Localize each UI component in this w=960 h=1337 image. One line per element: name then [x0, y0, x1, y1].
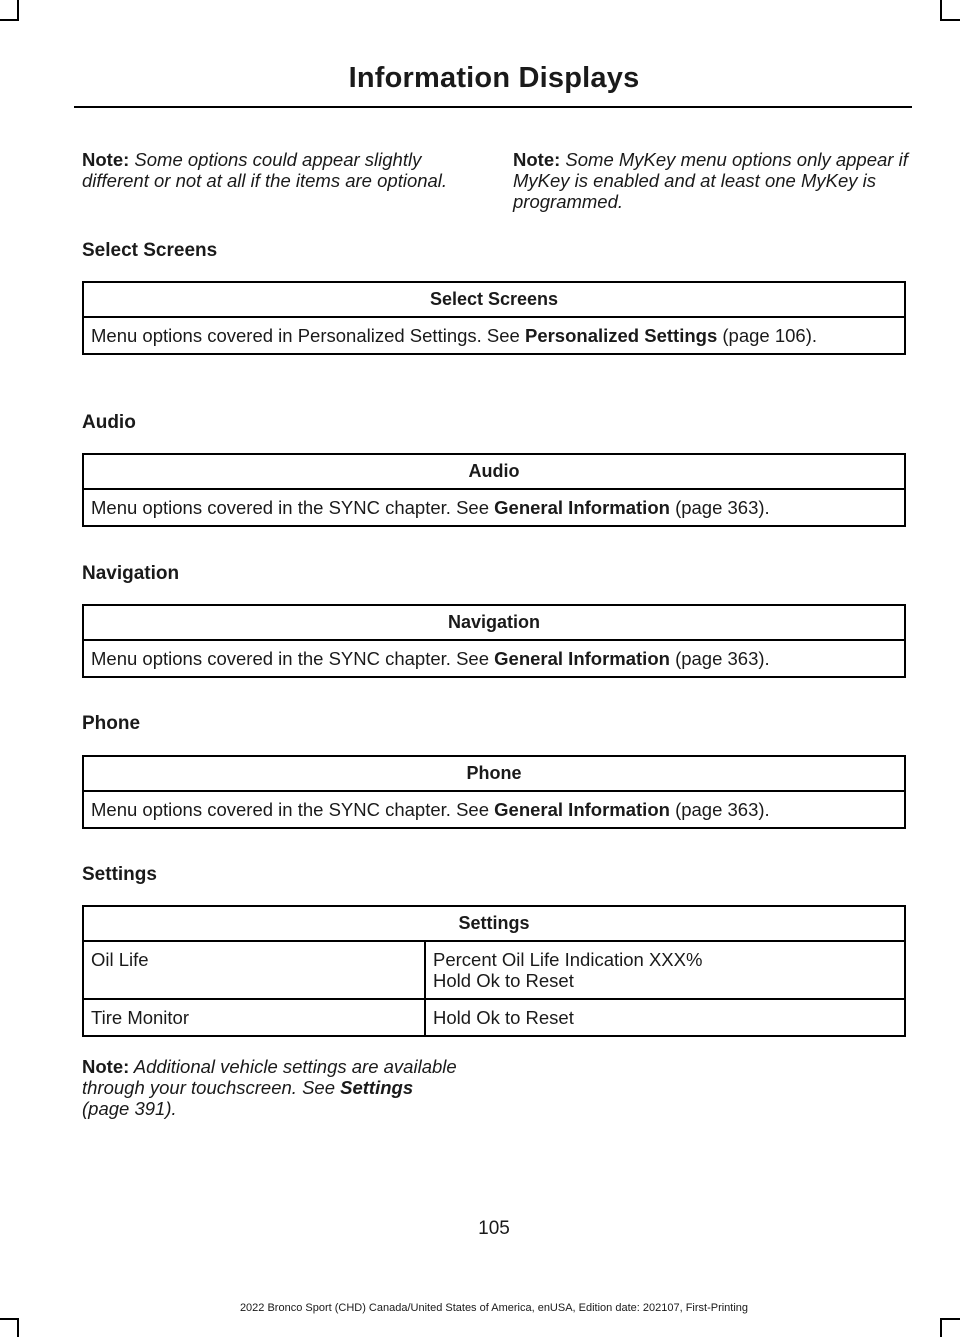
- note-mykey: [513, 149, 913, 212]
- page-reference: (page 363).: [675, 799, 770, 820]
- table-title: Phone: [83, 756, 905, 791]
- table-row: [83, 791, 905, 828]
- cross-reference-link[interactable]: General Information: [494, 497, 670, 518]
- row-text: Menu options covered in the SYNC chapter. See: [91, 799, 489, 820]
- setting-description: [425, 941, 905, 999]
- table-select-screens: [82, 281, 906, 355]
- table-row: [83, 999, 905, 1036]
- section-heading-settings: Settings: [82, 864, 157, 885]
- note-options: [82, 149, 482, 191]
- description-line: Percent Oil Life Indication XXX%: [433, 949, 703, 970]
- section-heading-select-screens: Select Screens: [82, 240, 218, 261]
- page-reference: (page 363).: [675, 648, 770, 669]
- setting-item: Oil Life: [83, 941, 425, 999]
- crop-mark: [0, 1318, 19, 1320]
- page-number: 105: [478, 1218, 510, 1239]
- table-row: [83, 640, 905, 677]
- page-reference: (page 106).: [722, 325, 817, 346]
- section-heading-audio: Audio: [82, 412, 136, 433]
- table-title: Settings: [83, 906, 905, 941]
- cross-reference-link[interactable]: Settings: [340, 1077, 414, 1098]
- crop-mark: [940, 0, 942, 20]
- row-text: Menu options covered in the SYNC chapter. See: [91, 648, 489, 669]
- crop-mark: [17, 0, 19, 20]
- note-label: Note:: [513, 149, 561, 170]
- crop-mark: [940, 19, 960, 21]
- note-touchscreen: [82, 1056, 462, 1119]
- footer-edition: 2022 Bronco Sport (CHD) Canada/United States of America, enUSA, Edition date: 202107, First-Printing: [239, 1302, 749, 1314]
- cross-reference-link[interactable]: Personalized Settings: [524, 325, 718, 346]
- cross-reference-link[interactable]: General Information: [494, 799, 670, 820]
- table-title: Audio: [83, 454, 905, 489]
- note-text: Additional vehicle settings are available through your touchscreen. See: [82, 1056, 457, 1098]
- table-navigation: [82, 604, 906, 678]
- page-title: Information Displays: [348, 62, 640, 94]
- table-row: [83, 317, 905, 354]
- note-label: Note:: [82, 149, 130, 170]
- row-text: Menu options covered in Personalized Settings. See: [91, 325, 520, 346]
- crop-mark: [940, 1318, 960, 1320]
- page-reference: (page 391).: [82, 1098, 177, 1119]
- table-settings: [82, 905, 906, 1037]
- table-phone: [82, 755, 906, 829]
- crop-mark: [0, 19, 19, 21]
- crop-mark: [17, 1318, 19, 1337]
- setting-description: [425, 999, 905, 1036]
- table-row: [83, 941, 905, 999]
- description-line: Hold Ok to Reset: [433, 1007, 574, 1028]
- header-rule: [74, 106, 912, 108]
- table-audio: [82, 453, 906, 527]
- note-text: Some options could appear slightly different or not at all if the items are optional.: [82, 149, 448, 191]
- cross-reference-link[interactable]: General Information: [494, 648, 670, 669]
- section-heading-phone: Phone: [82, 713, 141, 734]
- row-text: Menu options covered in the SYNC chapter. See: [91, 497, 489, 518]
- description-line: Hold Ok to Reset: [433, 970, 574, 991]
- note-text: Some MyKey menu options only appear if MyKey is enabled and at least one MyKey is programmed.: [513, 149, 908, 212]
- table-row: [83, 489, 905, 526]
- crop-mark: [940, 1318, 942, 1337]
- table-title: Navigation: [83, 605, 905, 640]
- note-label: Note:: [82, 1056, 130, 1077]
- setting-item: Tire Monitor: [83, 999, 425, 1036]
- section-heading-navigation: Navigation: [82, 563, 180, 584]
- table-title: Select Screens: [83, 282, 905, 317]
- page-reference: (page 363).: [675, 497, 770, 518]
